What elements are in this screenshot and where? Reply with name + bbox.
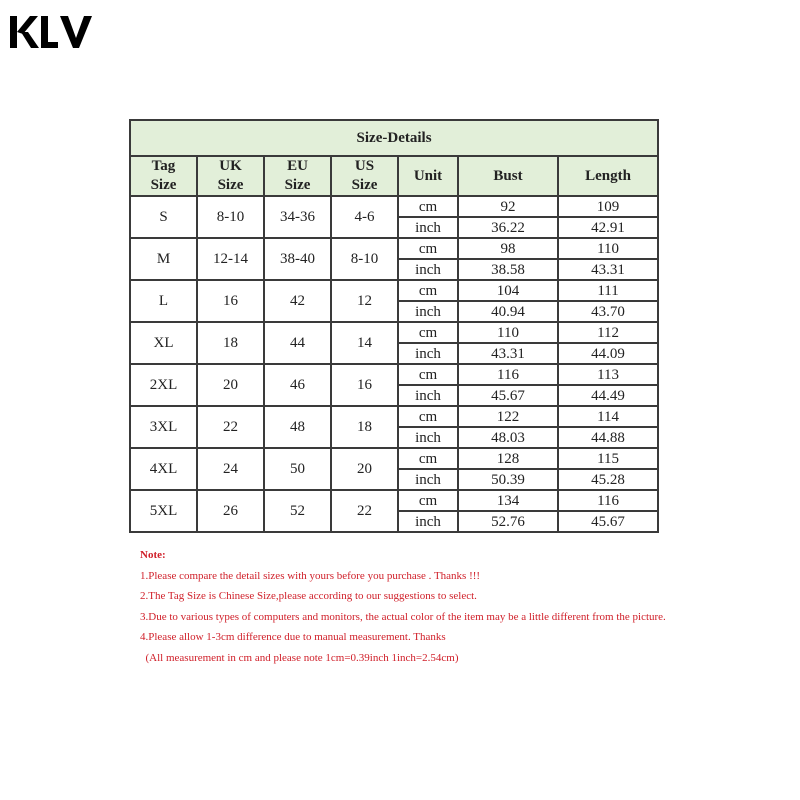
note-line: 4.Please allow 1-3cm difference due to manual measurement. Thanks	[140, 631, 446, 643]
cell-us: 20	[331, 448, 398, 490]
cell-us: 18	[331, 406, 398, 448]
table-row	[130, 364, 658, 385]
cell-inch-length: 43.31	[558, 259, 658, 280]
cell-cm-length: 112	[558, 322, 658, 343]
cell-cm-unit: cm	[398, 196, 458, 217]
header-text: Size	[150, 177, 177, 193]
cell-inch-bust: 48.03	[458, 427, 558, 448]
cell-eu: 38-40	[264, 238, 331, 280]
cell-us: 12	[331, 280, 398, 322]
notes-title: Note:	[140, 549, 166, 561]
cell-us: 14	[331, 322, 398, 364]
header-cell	[558, 156, 658, 196]
cell-cm-bust: 92	[458, 196, 558, 217]
brand-logo	[8, 12, 96, 52]
note-line: 3.Due to various types of computers and monitors, the actual color of the item may be a little different from the picture.	[140, 610, 666, 623]
cell-eu: 50	[264, 448, 331, 490]
table-row	[130, 238, 658, 259]
cell-cm-length: 110	[558, 238, 658, 259]
cell-inch-bust: 43.31	[458, 343, 558, 364]
cell-eu: 46	[264, 364, 331, 406]
cell-us: 22	[331, 490, 398, 532]
cell-eu: 52	[264, 490, 331, 532]
cell-inch-unit: inch	[398, 427, 458, 448]
cell-cm-bust: 122	[458, 406, 558, 427]
cell-eu: 48	[264, 406, 331, 448]
cell-eu: 42	[264, 280, 331, 322]
cell-uk: 20	[197, 364, 264, 406]
cell-cm-bust: 116	[458, 364, 558, 385]
cell-cm-bust: 128	[458, 448, 558, 469]
cell-cm-length: 116	[558, 490, 658, 511]
cell-inch-length: 45.28	[558, 469, 658, 490]
cell-inch-unit: inch	[398, 469, 458, 490]
cell-inch-bust: 40.94	[458, 301, 558, 322]
header-text: Size	[284, 177, 311, 193]
header-text: Unit	[413, 167, 443, 184]
header-cell	[130, 156, 197, 196]
table-row	[130, 280, 658, 301]
cell-inch-bust: 50.39	[458, 469, 558, 490]
notes-section	[140, 545, 666, 668]
cell-inch-unit: inch	[398, 385, 458, 406]
cell-us: 8-10	[331, 238, 398, 280]
cell-us: 4-6	[331, 196, 398, 238]
cell-cm-unit: cm	[398, 406, 458, 427]
header-text: Tag	[151, 158, 176, 174]
header-text: EU	[287, 158, 308, 174]
cell-eu: 44	[264, 322, 331, 364]
cell-cm-unit: cm	[398, 238, 458, 259]
cell-cm-bust: 134	[458, 490, 558, 511]
cell-cm-bust: 104	[458, 280, 558, 301]
cell-uk: 8-10	[197, 196, 264, 238]
cell-us: 16	[331, 364, 398, 406]
table-header-row	[130, 156, 658, 196]
cell-cm-unit: cm	[398, 364, 458, 385]
cell-tag: M	[130, 238, 197, 280]
cell-tag: L	[130, 280, 197, 322]
cell-uk: 18	[197, 322, 264, 364]
cell-inch-length: 44.88	[558, 427, 658, 448]
cell-tag: XL	[130, 322, 197, 364]
cell-cm-length: 113	[558, 364, 658, 385]
cell-inch-bust: 38.58	[458, 259, 558, 280]
cell-cm-unit: cm	[398, 448, 458, 469]
table-row	[130, 406, 658, 427]
header-text: Size	[217, 177, 244, 193]
cell-inch-bust: 52.76	[458, 511, 558, 532]
table-row	[130, 196, 658, 217]
table-row	[130, 490, 658, 511]
header-cell	[398, 156, 458, 196]
cell-inch-length: 44.09	[558, 343, 658, 364]
cell-uk: 24	[197, 448, 264, 490]
header-text: US	[354, 158, 375, 174]
cell-cm-bust: 110	[458, 322, 558, 343]
cell-tag: 2XL	[130, 364, 197, 406]
cell-inch-bust: 36.22	[458, 217, 558, 238]
header-text: Bust	[493, 167, 523, 184]
cell-inch-length: 43.70	[558, 301, 658, 322]
size-chart-table	[129, 119, 659, 533]
cell-cm-unit: cm	[398, 490, 458, 511]
cell-cm-length: 109	[558, 196, 658, 217]
cell-inch-unit: inch	[398, 343, 458, 364]
header-text: UK	[219, 158, 242, 174]
table-row	[130, 322, 658, 343]
header-text: Length	[585, 167, 631, 184]
cell-uk: 12-14	[197, 238, 264, 280]
cell-cm-length: 114	[558, 406, 658, 427]
cell-cm-unit: cm	[398, 322, 458, 343]
cell-tag: 5XL	[130, 490, 197, 532]
cell-cm-length: 115	[558, 448, 658, 469]
cell-cm-bust: 98	[458, 238, 558, 259]
table-row	[130, 448, 658, 469]
note-line: 1.Please compare the detail sizes with yours before you purchase . Thanks !!!	[140, 569, 481, 582]
cell-tag: 4XL	[130, 448, 197, 490]
table-body	[130, 196, 658, 532]
cell-inch-length: 45.67	[558, 511, 658, 532]
cell-uk: 26	[197, 490, 264, 532]
cell-eu: 34-36	[264, 196, 331, 238]
cell-cm-unit: cm	[398, 280, 458, 301]
cell-uk: 22	[197, 406, 264, 448]
note-line: 2.The Tag Size is Chinese Size,please according to our suggestions to select.	[140, 590, 477, 602]
cell-inch-bust: 45.67	[458, 385, 558, 406]
cell-tag: 3XL	[130, 406, 197, 448]
header-cell	[458, 156, 558, 196]
cell-inch-unit: inch	[398, 301, 458, 322]
header-cell	[197, 156, 264, 196]
notes-list	[140, 566, 666, 669]
cell-inch-length: 44.49	[558, 385, 658, 406]
header-cell	[331, 156, 398, 196]
note-line: (All measurement in cm and please note 1cm=0.39inch 1inch=2.54cm)	[140, 651, 459, 664]
cell-uk: 16	[197, 280, 264, 322]
cell-inch-unit: inch	[398, 217, 458, 238]
cell-inch-unit: inch	[398, 259, 458, 280]
cell-cm-length: 111	[558, 280, 658, 301]
table-title: Size-Details	[130, 120, 658, 156]
cell-inch-length: 42.91	[558, 217, 658, 238]
header-text: Size	[351, 177, 378, 193]
cell-inch-unit: inch	[398, 511, 458, 532]
header-cell	[264, 156, 331, 196]
cell-tag: S	[130, 196, 197, 238]
